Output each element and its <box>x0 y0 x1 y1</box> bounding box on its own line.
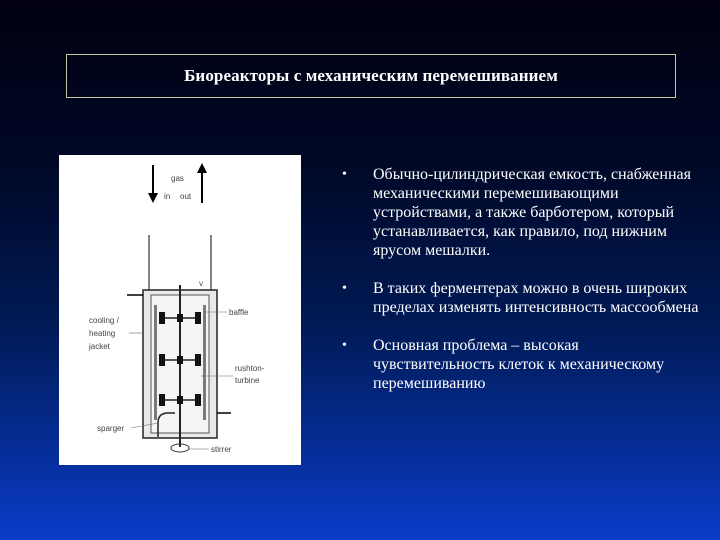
gas-out-arrow <box>197 163 207 173</box>
cooling-label-1: cooling / <box>89 316 119 325</box>
baffle-label: baffle <box>229 308 249 317</box>
bullet-item <box>340 279 700 317</box>
gas-label: gas <box>171 174 184 183</box>
bullet-item <box>340 165 700 260</box>
cooling-label-2: heating <box>89 329 116 338</box>
gas-in-arrow <box>148 193 158 203</box>
title-frame <box>66 54 676 98</box>
slide-title: Биореакторы с механическим перемешиванием <box>184 66 558 85</box>
rushton-label-1: rushton- <box>235 364 265 373</box>
stirrer-label: stirrer <box>211 445 232 454</box>
cooling-label-3: jacket <box>89 342 110 351</box>
liquid-level-mark: v <box>199 279 203 288</box>
bullet-marker: • <box>342 338 347 353</box>
bullet-list <box>340 165 700 412</box>
in-label: in <box>164 192 171 201</box>
bullet-text: Основная проблема – высокая чувствительность клеток к механическому перемешиванию <box>373 337 665 392</box>
baffle-left <box>154 305 157 420</box>
baffle-right <box>203 305 206 420</box>
rushton-label-2: turbine <box>235 376 260 385</box>
sparger-label: sparger <box>97 424 125 433</box>
bullet-text: В таких ферментерах можно в очень широких пределах изменять интенсивность массообмена <box>373 280 699 316</box>
bullet-item <box>340 336 700 393</box>
bioreactor-diagram <box>59 155 301 465</box>
bullet-marker: • <box>342 167 347 182</box>
bullet-text: Обычно-цилиндрическая емкость, снабженная механическими перемешивающими устройствами, а также барботером, который устанавливается, как правило, под нижним ярусом мешалки. <box>373 166 691 259</box>
bullet-marker: • <box>342 281 347 296</box>
out-label: out <box>180 192 192 201</box>
